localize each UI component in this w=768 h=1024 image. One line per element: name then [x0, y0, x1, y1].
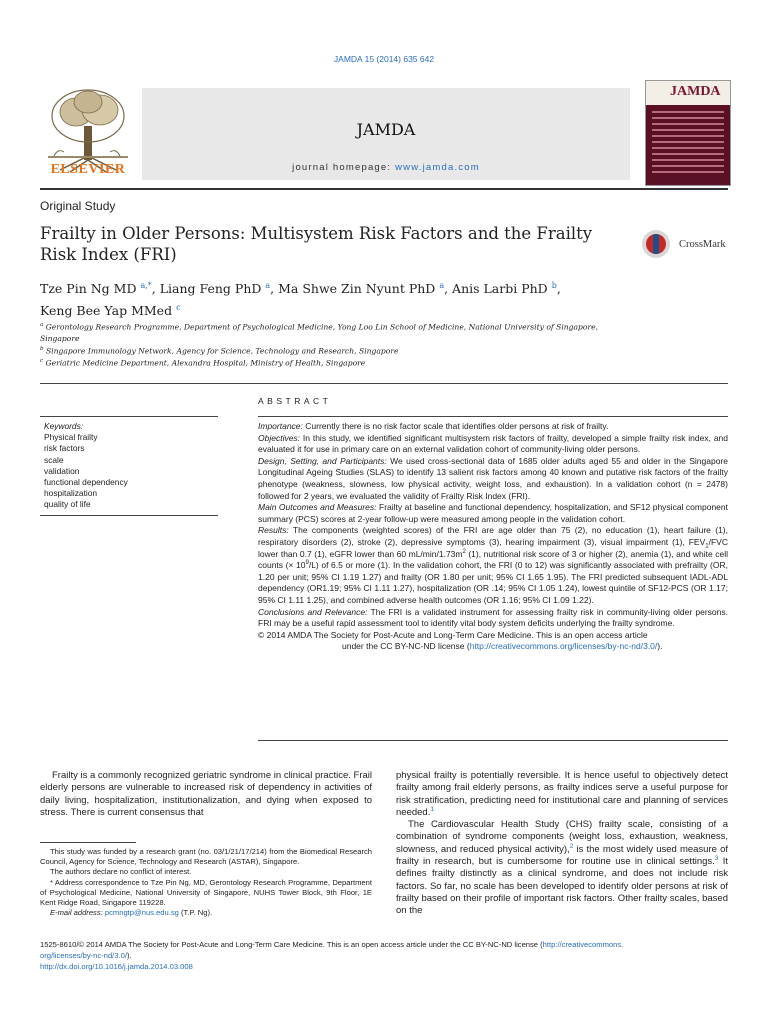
keyword: validation	[44, 465, 80, 476]
author-list	[40, 276, 640, 320]
footer-license-link[interactable]: http://creativecommons.	[542, 940, 624, 949]
abstract-results: Results: The components (weighted scores) of the FRI are age older than 75 (2), no education (1), heart failure (1), respiratory disorders (2), stroke (2), depressive symptoms (3), hearing impairment (3), visual impairment (1), $FEV_1$/FVC lower than 0.7 (1), eGFR lower than 60 $mL/\min/1.73m^2$ (1), nutritional risk score of 3 or higher (2), anemia (1), and white cell counts (× $10^9/L$) of 6.5 or more (1). In the validation cohort, the FRI (0 to 12) was significantly associated with prefrailty (OR, 1.20 per unit; 95% CI 1.19 1.27) and frailty (OR 1.80 per unit; 95% CI 1.65 1.95). The FRI predicted subsequent IADL-ADL dependency (OR1.19; 95% CI 1.11 1.27), hospitalization (OR .14; 95% CI 1.05 1.24), lowest quintile of SF12-PCS (OR 1.17; 95% CI 1.11 1.25), and combined adverse health outcomes (OR 1.16; 95% CI 1.09 1.22).	[258, 525, 728, 605]
crossmark-label: CrossMark	[679, 239, 726, 250]
keywords-heading: Keywords:	[44, 421, 84, 431]
abstract-body	[258, 421, 728, 653]
header-rule	[40, 188, 728, 190]
keyword: quality of life	[44, 499, 91, 510]
footer-doi	[40, 961, 728, 972]
homepage-link[interactable]: www.jamda.com	[395, 162, 480, 173]
abstract-copyright: © 2014 AMDA The Society for Post-Acute and Long-Term Care Medicine. This is an open access article	[258, 629, 648, 640]
homepage-label: journal homepage:	[292, 162, 396, 173]
page-footer	[40, 939, 728, 972]
body-paragraph: The Cardiovascular Health Study (CHS) frailty scale, consisting of a combination of syndrome components (weight loss, exhaustion, weakness, slowness, and reduced physical activity),$^2$ is the most widely used measure of frailty in research, but is cumbersome for routine use in clinical settings.$^3$ It defines frailty distinctly as a clinical syndrome, and does not include risk factors. So far, no scale has been developed to identify older persons at risk of frailty based on their profile of important risk factors. Other frailty scales, based on the	[396, 819, 728, 917]
abstract-heading: ABSTRACT	[258, 396, 332, 406]
abstract-design: Design, Setting, and Participants: We used cross-sectional data of 1685 older adults aged 55 and older in the Singapore Longitudinal Ageing Studies (SLAS) to identify 13 salient risk factors among 40 known and putative risk factors of the frailty phenotype (weakness, slowness, low physical activity, weight loss, and exhaustion). In a validation cohort (n = 2478) followed for 2 years, we evaluated the validity of Frailty Risk Index (FRI).	[258, 455, 728, 501]
footnote-email: E-mail address: pcmngtp@nus.edu.sg (T.P. Ng).	[50, 908, 213, 918]
author: Anis Larbi PhD $^b$,	[452, 281, 561, 297]
footer-license: 1525-8610/© 2014 AMDA The Society for Post-Acute and Long-Term Care Medicine. This is an open access article under the CC BY-NC-ND license (http://creativecommons.	[40, 940, 624, 949]
abstract-importance: Importance: Currently there is no risk factor scale that identifies older persons at risk of frailty.	[258, 421, 609, 431]
keyword: Physical frailty	[44, 432, 98, 443]
cover-title: JAMDA	[670, 84, 721, 99]
divider	[258, 416, 728, 417]
email-link[interactable]: pcmngtp@nus.edu.sg	[104, 908, 179, 918]
reference-link[interactable]: 2	[569, 842, 574, 850]
running-head: JAMDA 15 (2014) 635 642	[333, 54, 435, 64]
footnote-conflict: The authors declare no conflict of interest.	[50, 867, 192, 877]
publisher-wordmark: ELSEVIER	[50, 162, 126, 177]
footnote-rule	[40, 842, 136, 843]
footnotes	[40, 847, 372, 918]
affiliations	[40, 320, 600, 369]
body-paragraph: physical frailty is potentially reversible. It is hence useful to objectively detect frailty among frail elderly persons, as frailty indices serve a useful purpose for risk stratification, predicting need for institutional care and planning of services needed.$^1$	[396, 770, 728, 818]
keyword: scale	[44, 454, 64, 465]
abstract-objectives: Objectives: In this study, we identified significant multisystem risk factors of frailty, developed a simple frailty risk index, and evaluated it for use in primary care on an external validation cohort of community-living older persons.	[258, 432, 728, 455]
footnote-funding: This study was funded by a research grant (no. 03/1/21/17/214) from the Biomedical Research Council, Agency for Science, Technology and Research (ASTAR), Singapore.	[40, 847, 372, 867]
body-paragraph: Frailty is a commonly recognized geriatric syndrome in clinical practice. Frail elderly persons are vulnerable to increased risk of dependency in activities of daily living, hospitalization, institutionalization, and dying when exposed to stress. There is current consensus that	[40, 770, 372, 818]
reference-link[interactable]: 1	[430, 805, 434, 813]
divider	[40, 416, 218, 417]
keyword: functional dependency	[44, 477, 128, 488]
reference-link[interactable]: 3	[714, 854, 719, 862]
affiliation: $^c$ Geriatric Medicine Department, Alexandra Hospital, Ministry of Health, Singapore	[40, 358, 366, 368]
footnote-correspondence: * Address correspondence to Tze Pin Ng, MD, Gerontology Research Programme, Department of Psychological Medicine, National University of Singapore, NUHS Tower Block, 9th Floor, 1E Kent Ridge Road, Singapore 119228.	[40, 877, 372, 908]
affiliation: $^a$ Gerontology Research Programme, Department of Psychological Medicine, Yong Loo Lin School of Medicine, National University of Singapore, Singapore	[40, 322, 599, 343]
body-column-left	[40, 770, 372, 819]
author: Tze Pin Ng MD $^{a,*}$,	[40, 281, 160, 297]
article-title: Frailty in Older Persons: Multisystem Risk Factors and the Frailty Risk Index (FRI)	[40, 224, 593, 264]
author: Liang Feng PhD $^a$,	[159, 281, 279, 297]
journal-name: JAMDA	[356, 120, 416, 139]
footer-license-cont: org/licenses/by-nc-nd/3.0/).	[40, 951, 132, 960]
divider	[258, 740, 728, 741]
abstract-outcomes: Main Outcomes and Measures: Frailty at baseline and functional dependency, hospitalization, and SF12 physical component summary (PCS) scores at 2-year follow-up were measured among people in the validation cohort.	[258, 502, 728, 524]
abstract-license: under the CC BY-NC-ND license (http://creativecommons.org/licenses/by-nc-nd/3.0/).	[342, 641, 663, 652]
body-column-right	[396, 770, 728, 918]
cover-contents	[652, 111, 724, 177]
divider	[40, 383, 728, 384]
article-type: Original Study	[40, 199, 116, 213]
keyword: hospitalization	[44, 488, 98, 499]
journal-homepage	[142, 162, 630, 173]
journal-cover-thumbnail	[645, 80, 731, 186]
doi-link[interactable]: http://dx.doi.org/10.1016/j.jamda.2014.03.008	[40, 962, 193, 971]
license-link[interactable]: http://creativecommons.org/licenses/by-nc-nd/3.0/	[469, 641, 658, 652]
divider	[40, 515, 218, 516]
footer-license-link-cont[interactable]: org/licenses/by-nc-nd/3.0/	[40, 951, 127, 960]
affiliation: $^b$ Singapore Immunology Network, Agency for Science, Technology and Research, Singapore	[40, 345, 399, 356]
keywords-box	[44, 421, 220, 511]
keyword: risk factors	[44, 443, 85, 454]
abstract-conclusions: Conclusions and Relevance: The FRI is a validated instrument for assessing frailty risk in community-living older persons. FRI may be a useful rapid assessment tool to identify vital body system deficits underlying the frailty syndrome.	[258, 606, 728, 629]
author: Ma Shwe Zin Nyunt PhD $^a$,	[278, 281, 453, 297]
author: Keng Bee Yap MMed $^c$	[40, 303, 181, 319]
